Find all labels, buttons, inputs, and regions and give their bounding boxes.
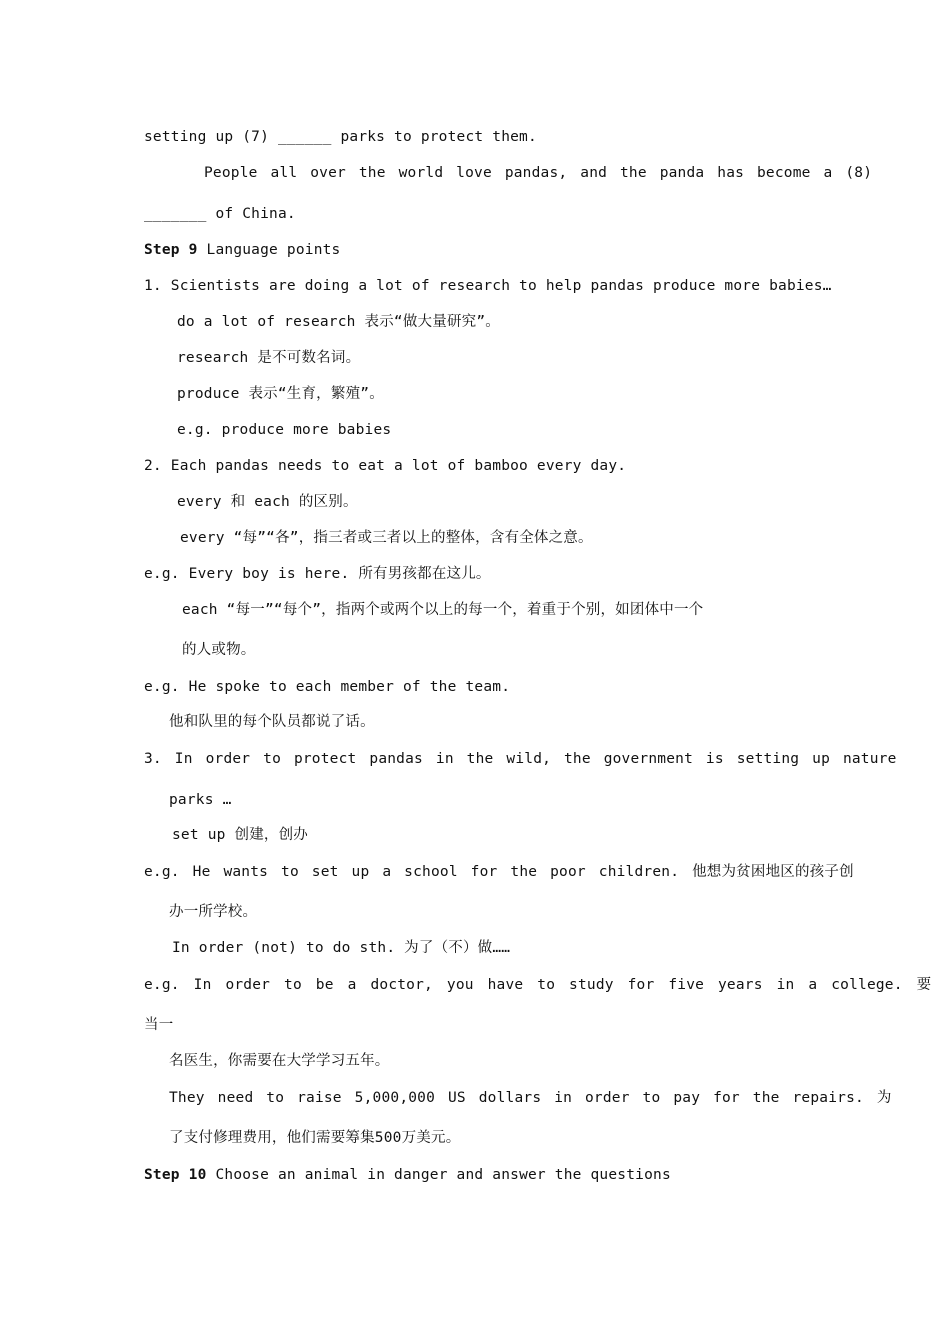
text-line: 当一: [144, 1017, 174, 1033]
text-line: research 是不可数名词。: [177, 350, 361, 366]
text-line: each “每一”“每个”，指两个或两个以上的每一个，着重于个别，如团体中一个: [182, 602, 704, 618]
text-line: do a lot of research 表示“做大量研究”。: [177, 314, 500, 330]
numbered-item: 3. In order to protect pandas in the wild, the government is setting up nature: [144, 751, 897, 767]
text-line: 名医生，你需要在大学学习五年。: [169, 1053, 390, 1069]
step-label: Step 9: [144, 242, 198, 258]
example-line: e.g. He spoke to each member of the team.: [144, 679, 511, 695]
numbered-item: 1. Scientists are doing a lot of research to help pandas produce more babies…: [144, 278, 832, 294]
text-line: They need to raise 5,000,000 US dollars in order to pay for the repairs. 为: [169, 1090, 892, 1106]
text-line: every 和 each 的区别。: [177, 494, 358, 510]
text-line: 了支付修理费用，他们需要筹集500万美元。: [169, 1130, 461, 1146]
text-line: 的人或物。: [182, 642, 256, 658]
step-title: Choose an animal in danger and answer the questions: [215, 1167, 671, 1183]
text-line: _______ of China.: [144, 206, 296, 222]
text-line: set up 创建，创办: [172, 827, 309, 843]
step-title: Language points: [206, 242, 341, 258]
text-line: 他和队里的每个队员都说了话。: [169, 714, 375, 730]
step-heading: [144, 1165, 671, 1185]
step-heading: [144, 240, 340, 260]
text-line: setting up (7) ______ parks to protect them.: [144, 129, 537, 145]
text-line: People all over the world love pandas, and the panda has become a (8): [204, 165, 873, 181]
text-line: parks …: [169, 792, 232, 808]
numbered-item: 2. Each pandas needs to eat a lot of bamboo every day.: [144, 458, 627, 474]
example-line: e.g. He wants to set up a school for the poor children. 他想为贫困地区的孩子创: [144, 864, 854, 880]
text-line: In order (not) to do sth. 为了（不）做……: [172, 940, 511, 956]
example-line: e.g. Every boy is here. 所有男孩都在这儿。: [144, 566, 491, 582]
text-line: every “每”“各”，指三者或三者以上的整体，含有全体之意。: [180, 530, 593, 546]
text-line: produce 表示“生育，繁殖”。: [177, 386, 384, 402]
example-line: e.g. produce more babies: [177, 422, 392, 438]
example-line: e.g. In order to be a doctor, you have to study for five years in a college. 要: [144, 977, 932, 993]
text-line: 办一所学校。: [169, 904, 258, 920]
step-label: Step 10: [144, 1167, 207, 1183]
